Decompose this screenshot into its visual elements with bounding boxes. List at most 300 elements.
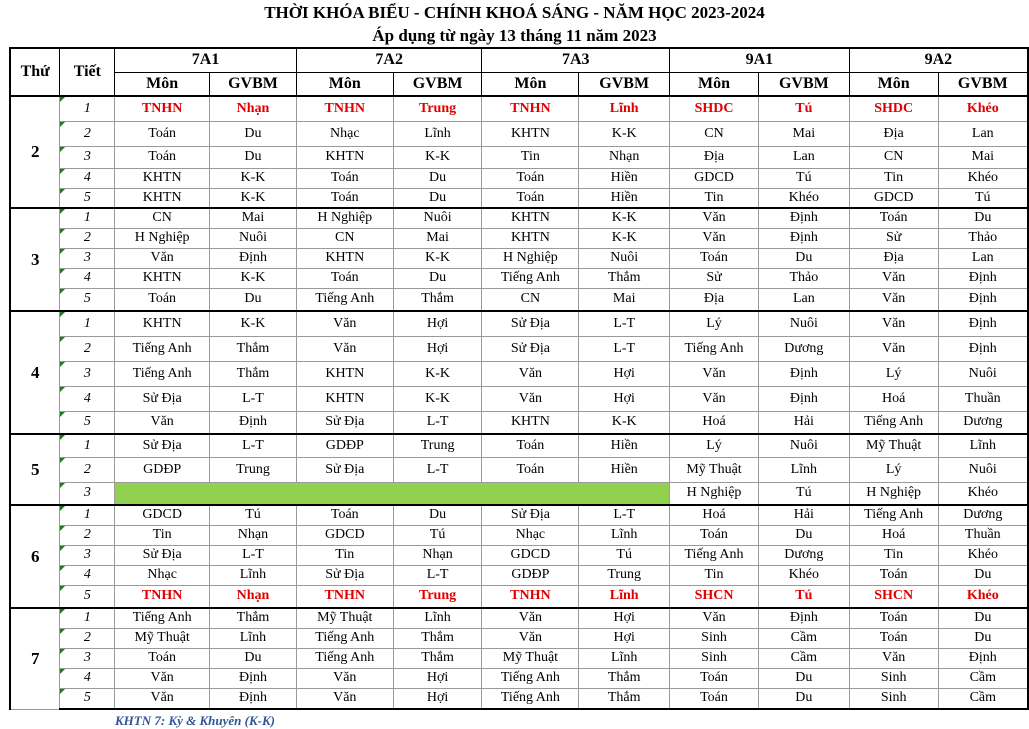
table-row (10, 525, 1028, 545)
subject-cell: CN (482, 288, 579, 311)
table-row (10, 248, 1028, 268)
subject-cell: Toán (296, 505, 393, 525)
teacher-cell: Mai (210, 208, 297, 228)
teacher-cell: Thảo (758, 268, 849, 288)
teacher-cell: Thắm (210, 336, 297, 361)
subject-cell: Sinh (670, 628, 759, 648)
header-mon: Môn (115, 72, 210, 96)
header-gvbm: GVBM (579, 72, 670, 96)
teacher-cell: Hợi (579, 628, 670, 648)
period-cell: 3 (60, 146, 115, 168)
teacher-cell: Thắm (393, 288, 482, 311)
subject-cell: Văn (296, 311, 393, 336)
teacher-cell: Cầm (758, 648, 849, 668)
teacher-cell: Định (758, 386, 849, 411)
teacher-cell: Trung (393, 585, 482, 608)
teacher-cell: Mai (938, 146, 1028, 168)
subject-cell: Sử Địa (296, 565, 393, 585)
subject-cell: Toán (482, 457, 579, 482)
period-cell: 3 (60, 361, 115, 386)
subject-cell: Văn (482, 361, 579, 386)
subject-cell: KHTN (296, 361, 393, 386)
page-subtitle: Áp dụng từ ngày 13 tháng 11 năm 2023 (372, 26, 657, 45)
period-cell: 2 (60, 228, 115, 248)
day-cell: 5 (10, 434, 60, 505)
subject-cell: TNHN (296, 96, 393, 121)
subject-cell: Văn (670, 386, 759, 411)
teacher-cell: Cầm (938, 668, 1028, 688)
subject-cell: H Nghiệp (849, 482, 938, 505)
teacher-cell: Dương (758, 336, 849, 361)
subject-cell: Địa (670, 288, 759, 311)
header-class-7a3: 7A3 (482, 48, 670, 72)
subject-cell: Tiếng Anh (849, 411, 938, 434)
subject-cell: SHCN (670, 585, 759, 608)
subject-cell: Lý (670, 311, 759, 336)
period-cell: 4 (60, 386, 115, 411)
subject-cell: GDCD (296, 525, 393, 545)
teacher-cell: Lĩnh (579, 648, 670, 668)
teacher-cell: K-K (579, 208, 670, 228)
header-mon: Môn (670, 72, 759, 96)
subject-cell: Toán (296, 188, 393, 208)
period-cell: 3 (60, 545, 115, 565)
teacher-cell: Lĩnh (579, 96, 670, 121)
period-cell: 3 (60, 248, 115, 268)
subject-cell: Sử Địa (482, 505, 579, 525)
table-row (10, 482, 1028, 505)
table-row (10, 188, 1028, 208)
teacher-cell: Định (938, 268, 1028, 288)
header-class-7a2: 7A2 (296, 48, 482, 72)
table-row (10, 121, 1028, 146)
teacher-cell: Định (758, 208, 849, 228)
subject-cell: Mỹ Thuật (115, 628, 210, 648)
subject-cell: Nhạc (296, 121, 393, 146)
header-tiet: Tiết (60, 48, 115, 96)
subject-cell: TNHN (115, 96, 210, 121)
day-cell: 6 (10, 505, 60, 608)
teacher-cell: K-K (579, 411, 670, 434)
table-row (10, 545, 1028, 565)
teacher-cell: Định (938, 648, 1028, 668)
period-cell: 3 (60, 482, 115, 505)
teacher-cell: Lan (938, 121, 1028, 146)
table-row (10, 361, 1028, 386)
subject-cell: H Nghiệp (296, 208, 393, 228)
subject-cell: GDĐP (482, 565, 579, 585)
teacher-cell: Mai (579, 288, 670, 311)
teacher-cell: K-K (393, 361, 482, 386)
page-title: THỜI KHÓA BIỂU - CHÍNH KHOÁ SÁNG - NĂM HỌC 2023-2024 (264, 3, 765, 22)
teacher-cell: Du (393, 505, 482, 525)
subject-cell: Toán (115, 121, 210, 146)
subject-cell: TNHN (482, 585, 579, 608)
teacher-cell: Tú (758, 482, 849, 505)
subject-cell: Toán (670, 668, 759, 688)
teacher-cell: Lĩnh (579, 585, 670, 608)
teacher-cell: Nuôi (938, 457, 1028, 482)
table-row (10, 457, 1028, 482)
table-row (10, 96, 1028, 121)
subject-cell: H Nghiệp (115, 228, 210, 248)
day-cell: 4 (10, 311, 60, 434)
teacher-cell: Lĩnh (758, 457, 849, 482)
teacher-cell: Cầm (938, 688, 1028, 709)
subject-cell: Văn (296, 688, 393, 709)
teacher-cell: Hiền (579, 168, 670, 188)
subject-cell: KHTN (115, 168, 210, 188)
subject-cell: Sử Địa (115, 386, 210, 411)
subject-cell: Sử Địa (296, 457, 393, 482)
empty-slot-bar (115, 482, 670, 505)
header-mon: Môn (849, 72, 938, 96)
subject-cell: Hoá (670, 411, 759, 434)
subject-cell: GDCD (849, 188, 938, 208)
table-row (10, 668, 1028, 688)
teacher-cell: Nuôi (938, 361, 1028, 386)
subject-cell: Tiếng Anh (296, 648, 393, 668)
teacher-cell: Lĩnh (579, 525, 670, 545)
teacher-cell: Trung (210, 457, 297, 482)
subject-cell: KHTN (482, 228, 579, 248)
period-cell: 1 (60, 608, 115, 628)
teacher-cell: Hiền (579, 457, 670, 482)
teacher-cell: Thảo (938, 228, 1028, 248)
teacher-cell: Định (210, 248, 297, 268)
subject-cell: Tiếng Anh (296, 628, 393, 648)
subject-cell: H Nghiệp (670, 482, 759, 505)
subject-cell: Tin (482, 146, 579, 168)
teacher-cell: Nhạn (393, 545, 482, 565)
subject-cell: KHTN (115, 311, 210, 336)
teacher-cell: Hợi (393, 311, 482, 336)
subject-cell: Tin (670, 565, 759, 585)
teacher-cell: Nuôi (393, 208, 482, 228)
table-row (10, 208, 1028, 228)
subject-cell: Văn (670, 608, 759, 628)
period-cell: 4 (60, 268, 115, 288)
teacher-cell: Nhạn (210, 525, 297, 545)
footer-note: KHTN 7: Kỳ & Khuyên (K-K) (115, 713, 275, 728)
subject-cell: CN (670, 121, 759, 146)
period-cell: 2 (60, 525, 115, 545)
teacher-cell: Mai (393, 228, 482, 248)
teacher-cell: L-T (210, 545, 297, 565)
subject-cell: SHDC (849, 96, 938, 121)
subject-cell: Toán (849, 208, 938, 228)
subject-cell: GDCD (482, 545, 579, 565)
period-cell: 2 (60, 121, 115, 146)
table-row (10, 288, 1028, 311)
subject-cell: Tiếng Anh (296, 288, 393, 311)
table-row (10, 565, 1028, 585)
period-cell: 1 (60, 208, 115, 228)
subject-cell: Toán (670, 525, 759, 545)
teacher-cell: Cầm (758, 628, 849, 648)
teacher-cell: K-K (579, 228, 670, 248)
teacher-cell: Dương (938, 505, 1028, 525)
subject-cell: Lý (670, 434, 759, 457)
subject-cell: Toán (296, 168, 393, 188)
period-cell: 5 (60, 411, 115, 434)
table-row (10, 228, 1028, 248)
teacher-cell: Thuần (938, 525, 1028, 545)
teacher-cell: Định (210, 668, 297, 688)
header-class-9a2: 9A2 (849, 48, 1028, 72)
table-row (10, 628, 1028, 648)
table-row (10, 411, 1028, 434)
teacher-cell: L-T (579, 336, 670, 361)
teacher-cell: Lĩnh (210, 628, 297, 648)
subject-cell: Sinh (849, 668, 938, 688)
subject-cell: TNHN (296, 585, 393, 608)
teacher-cell: Du (758, 688, 849, 709)
teacher-cell: Du (758, 525, 849, 545)
subject-cell: Hoá (849, 525, 938, 545)
period-cell: 5 (60, 288, 115, 311)
subject-cell: Văn (115, 248, 210, 268)
header-class-9a1: 9A1 (670, 48, 850, 72)
subject-cell: Tiếng Anh (482, 688, 579, 709)
teacher-cell: Lan (758, 288, 849, 311)
teacher-cell: Du (938, 208, 1028, 228)
subject-cell: Văn (115, 411, 210, 434)
subject-cell: KHTN (296, 146, 393, 168)
teacher-cell: K-K (210, 268, 297, 288)
subject-cell: KHTN (115, 268, 210, 288)
subject-cell: Lý (849, 457, 938, 482)
teacher-cell: Định (938, 311, 1028, 336)
subject-cell: Tiếng Anh (115, 361, 210, 386)
subject-cell: Toán (849, 565, 938, 585)
subject-cell: KHTN (296, 386, 393, 411)
teacher-cell: Thắm (579, 668, 670, 688)
subject-cell: Tin (296, 545, 393, 565)
subject-cell: Văn (849, 336, 938, 361)
teacher-cell: K-K (393, 248, 482, 268)
teacher-cell: Nhạn (210, 585, 297, 608)
teacher-cell: K-K (393, 146, 482, 168)
teacher-cell: Hợi (393, 336, 482, 361)
subject-cell: KHTN (482, 121, 579, 146)
teacher-cell: Hải (758, 505, 849, 525)
teacher-cell: Lan (938, 248, 1028, 268)
teacher-cell: Du (210, 288, 297, 311)
teacher-cell: L-T (579, 505, 670, 525)
teacher-cell: Dương (938, 411, 1028, 434)
period-cell: 1 (60, 505, 115, 525)
teacher-cell: Thắm (393, 648, 482, 668)
teacher-cell: Hợi (579, 386, 670, 411)
subject-cell: Sinh (849, 688, 938, 709)
subject-cell: Tiếng Anh (115, 336, 210, 361)
teacher-cell: Định (758, 608, 849, 628)
period-cell: 3 (60, 648, 115, 668)
subject-cell: Tiếng Anh (482, 668, 579, 688)
teacher-cell: Nhạn (579, 146, 670, 168)
teacher-cell: K-K (210, 311, 297, 336)
teacher-cell: Khéo (938, 168, 1028, 188)
teacher-cell: Tú (758, 168, 849, 188)
subject-cell: Văn (296, 336, 393, 361)
subject-cell: GDĐP (115, 457, 210, 482)
subject-cell: Toán (849, 628, 938, 648)
subject-cell: Tin (115, 525, 210, 545)
teacher-cell: Lĩnh (393, 121, 482, 146)
subject-cell: Tiếng Anh (849, 505, 938, 525)
subject-cell: Hoá (849, 386, 938, 411)
subject-cell: Mỹ Thuật (670, 457, 759, 482)
teacher-cell: Khéo (938, 96, 1028, 121)
subject-cell: Tiếng Anh (670, 336, 759, 361)
teacher-cell: K-K (579, 121, 670, 146)
teacher-cell: L-T (579, 311, 670, 336)
subject-cell: Sử Địa (115, 545, 210, 565)
teacher-cell: Định (210, 688, 297, 709)
header-gvbm: GVBM (210, 72, 297, 96)
table-row (10, 648, 1028, 668)
table-row (10, 608, 1028, 628)
teacher-cell: Lĩnh (938, 434, 1028, 457)
teacher-cell: Tú (210, 505, 297, 525)
period-cell: 5 (60, 188, 115, 208)
teacher-cell: Định (758, 228, 849, 248)
teacher-cell: K-K (210, 168, 297, 188)
period-cell: 4 (60, 565, 115, 585)
subject-cell: Sử Địa (115, 434, 210, 457)
teacher-cell: Nuôi (758, 311, 849, 336)
teacher-cell: Khéo (938, 585, 1028, 608)
subject-cell: Tin (849, 545, 938, 565)
teacher-cell: Hợi (579, 608, 670, 628)
teacher-cell: L-T (393, 411, 482, 434)
subject-cell: TNHN (482, 96, 579, 121)
day-cell: 3 (10, 208, 60, 311)
teacher-cell: Du (210, 648, 297, 668)
teacher-cell: Du (393, 268, 482, 288)
teacher-cell: Lan (758, 146, 849, 168)
subject-cell: Hoá (670, 505, 759, 525)
subject-cell: KHTN (115, 188, 210, 208)
teacher-cell: L-T (210, 434, 297, 457)
subject-cell: Sử Địa (296, 411, 393, 434)
teacher-cell: Du (393, 168, 482, 188)
subject-cell: Lý (849, 361, 938, 386)
table-row (10, 168, 1028, 188)
teacher-cell: Du (938, 608, 1028, 628)
subject-cell: Văn (115, 668, 210, 688)
teacher-cell: Hiền (579, 434, 670, 457)
subject-cell: Mỹ Thuật (296, 608, 393, 628)
teacher-cell: Du (938, 565, 1028, 585)
subject-cell: Sinh (670, 648, 759, 668)
teacher-cell: Định (938, 336, 1028, 361)
teacher-cell: Du (393, 188, 482, 208)
teacher-cell: Thắm (579, 268, 670, 288)
teacher-cell: Trung (393, 96, 482, 121)
teacher-cell: Nuôi (579, 248, 670, 268)
subject-cell: CN (296, 228, 393, 248)
teacher-cell: Nuôi (210, 228, 297, 248)
subject-cell: SHCN (849, 585, 938, 608)
subject-cell: TNHN (115, 585, 210, 608)
teacher-cell: Du (758, 248, 849, 268)
table-row (10, 688, 1028, 709)
teacher-cell: Hiền (579, 188, 670, 208)
header-gvbm: GVBM (758, 72, 849, 96)
table-row (10, 336, 1028, 361)
teacher-cell: Thuần (938, 386, 1028, 411)
teacher-cell: Khéo (758, 188, 849, 208)
teacher-cell: Hợi (579, 361, 670, 386)
teacher-cell: Thắm (210, 608, 297, 628)
teacher-cell: L-T (210, 386, 297, 411)
subject-cell: CN (115, 208, 210, 228)
teacher-cell: L-T (393, 565, 482, 585)
subject-cell: Toán (482, 188, 579, 208)
subject-cell: Toán (849, 608, 938, 628)
teacher-cell: Trung (579, 565, 670, 585)
table-row (10, 311, 1028, 336)
teacher-cell: Tú (393, 525, 482, 545)
teacher-cell: Lĩnh (393, 608, 482, 628)
subject-cell: H Nghiệp (482, 248, 579, 268)
table-row (10, 505, 1028, 525)
teacher-cell: Định (758, 361, 849, 386)
subject-cell: Văn (482, 608, 579, 628)
subject-cell: Toán (115, 146, 210, 168)
subject-cell: Địa (849, 121, 938, 146)
teacher-cell: Khéo (758, 565, 849, 585)
subject-cell: Toán (296, 268, 393, 288)
period-cell: 1 (60, 96, 115, 121)
period-cell: 4 (60, 668, 115, 688)
subject-cell: Văn (849, 268, 938, 288)
teacher-cell: Khéo (938, 545, 1028, 565)
teacher-cell: Tú (758, 585, 849, 608)
teacher-cell: Du (210, 146, 297, 168)
header-class-7a1: 7A1 (115, 48, 297, 72)
teacher-cell: Hợi (393, 688, 482, 709)
teacher-cell: Tú (938, 188, 1028, 208)
subject-cell: Toán (670, 688, 759, 709)
period-cell: 1 (60, 311, 115, 336)
subject-cell: Sử (849, 228, 938, 248)
teacher-cell: Hợi (393, 668, 482, 688)
subject-cell: Mỹ Thuật (849, 434, 938, 457)
subject-cell: Văn (849, 311, 938, 336)
subject-cell: Toán (115, 648, 210, 668)
teacher-cell: Nhạn (210, 96, 297, 121)
teacher-cell: K-K (393, 386, 482, 411)
subject-cell: Địa (849, 248, 938, 268)
teacher-cell: Định (938, 288, 1028, 311)
teacher-cell: K-K (210, 188, 297, 208)
subject-cell: KHTN (482, 208, 579, 228)
teacher-cell: Định (210, 411, 297, 434)
subject-cell: GDCD (670, 168, 759, 188)
subject-cell: Văn (670, 208, 759, 228)
teacher-cell: Nuôi (758, 434, 849, 457)
subject-cell: Toán (482, 434, 579, 457)
teacher-cell: Du (210, 121, 297, 146)
period-cell: 2 (60, 336, 115, 361)
subject-cell: KHTN (482, 411, 579, 434)
day-cell: 2 (10, 96, 60, 208)
subject-cell: Tiếng Anh (115, 608, 210, 628)
subject-cell: Toán (482, 168, 579, 188)
